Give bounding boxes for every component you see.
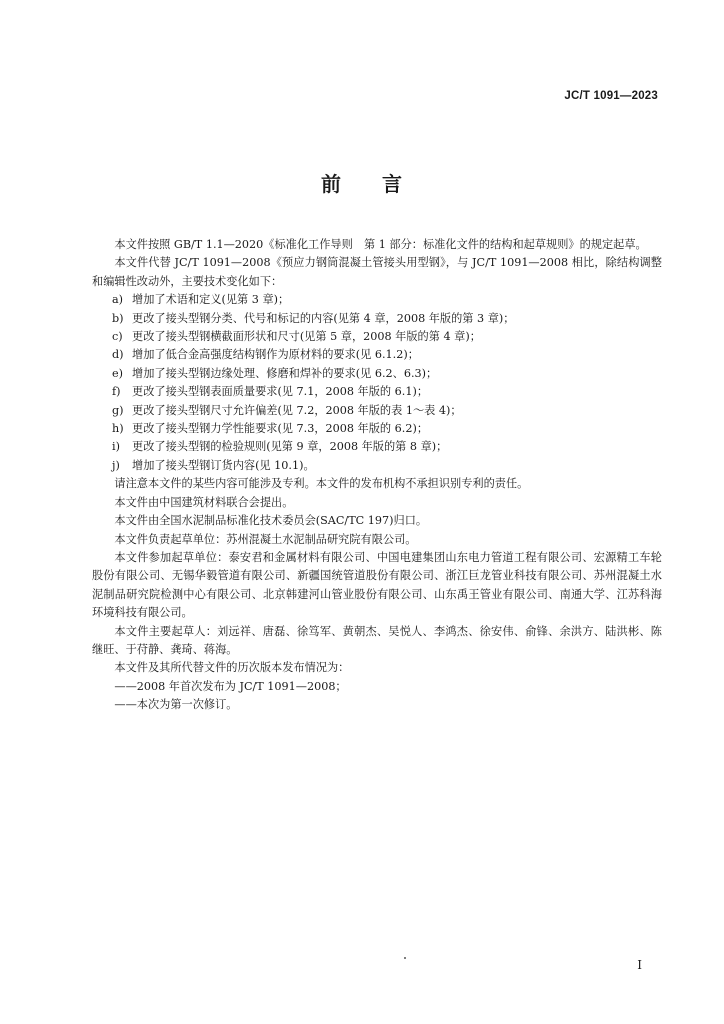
managed-by: 本文件由全国水泥制品标准化技术委员会(SAC/TC 197)归口。 <box>114 514 428 528</box>
list-item: h) 更改了接头型钢力学性能要求(见 7.3，2008 年版的 6.2)； <box>112 422 429 436</box>
history-intro: 本文件及其所代替文件的历次版本发布情况为： <box>114 661 350 675</box>
proposed-by: 本文件由中国建筑材料联合会提出。 <box>114 495 294 509</box>
changes-list <box>92 291 662 475</box>
standard-number: JC/T 1091—2023 <box>564 90 658 102</box>
paragraph-replacement: 本文件代替 JC/T 1091—2008《预应力钢筒混凝土管接头用型钢》，与 JC/T 1091—2008 相比，除结构调整和编辑性改动外，主要技术变化如下： <box>92 256 662 288</box>
list-item: f) 更改了接头型钢表面质量要求(见 7.1，2008 年版的 6.1)； <box>112 385 429 399</box>
list-item: d) 增加了低合金高强度结构钢作为原材料的要求(见 6.1.2)； <box>112 348 419 362</box>
list-item: e) 增加了接头型钢边缘处理、修磨和焊补的要求(见 6.2、6.3)； <box>112 366 438 380</box>
list-item: i) 更改了接头型钢的检验规则(见第 9 章，2008 年版的第 8 章)； <box>112 440 448 454</box>
page-title <box>0 168 724 197</box>
scan-speck <box>404 957 406 959</box>
list-item: a) 增加了术语和定义(见第 3 章)； <box>112 293 290 307</box>
lead-drafter: 本文件负责起草单位：苏州混凝土水泥制品研究院有限公司。 <box>114 532 417 546</box>
history-item: ——2008 年首次发布为 JC/T 1091—2008； <box>114 679 347 693</box>
page-number: I <box>637 958 642 972</box>
history-item: ——本次为第一次修订。 <box>114 698 238 712</box>
title-char-1: 前 <box>321 172 342 196</box>
list-item: g) 更改了接头型钢尺寸允许偏差(见 7.2，2008 年版的表 1～表 4)； <box>112 403 462 417</box>
paragraph-drafting-rules: 本文件按照 GB/T 1.1—2020《标准化工作导则 第 1 部分：标准化文件的结构和起草规则》的规定起草。 <box>114 238 647 251</box>
list-item: b) 更改了接头型钢分类、代号和标记的内容(见第 4 章，2008 年版的第 3 章)； <box>112 311 515 325</box>
title-char-2: 言 <box>382 172 403 196</box>
list-item: c) 更改了接头型钢横截面形状和尺寸(见第 5 章，2008 年版的第 4 章)； <box>112 330 481 344</box>
foreword-body <box>92 236 662 715</box>
participating-drafters: 本文件参加起草单位：泰安君和金属材料有限公司、中国电建集团山东电力管道工程有限公司、宏源精工车轮股份有限公司、无锡华毅管道有限公司、新疆国统管道股份有限公司、浙江巨龙管业科技有限公司、苏州混凝土水泥制品研究院检测中心有限公司、北京韩建河山管业股份有限公司、山东禹王管业有限公司、南通大学、江苏科海环境科技有限公司。 <box>92 550 662 620</box>
main-drafters: 本文件主要起草人：刘远祥、唐磊、徐笃军、黄朝杰、吴悦人、李鸿杰、徐安伟、俞锋、余洪方、陆洪彬、陈继旺、于苻静、龚琦、蒋海。 <box>92 624 662 656</box>
list-item: j) 增加了接头型钢订货内容(见 10.1)。 <box>112 458 315 472</box>
patent-notice: 请注意本文件的某些内容可能涉及专利。本文件的发布机构不承担识别专利的责任。 <box>114 477 529 491</box>
